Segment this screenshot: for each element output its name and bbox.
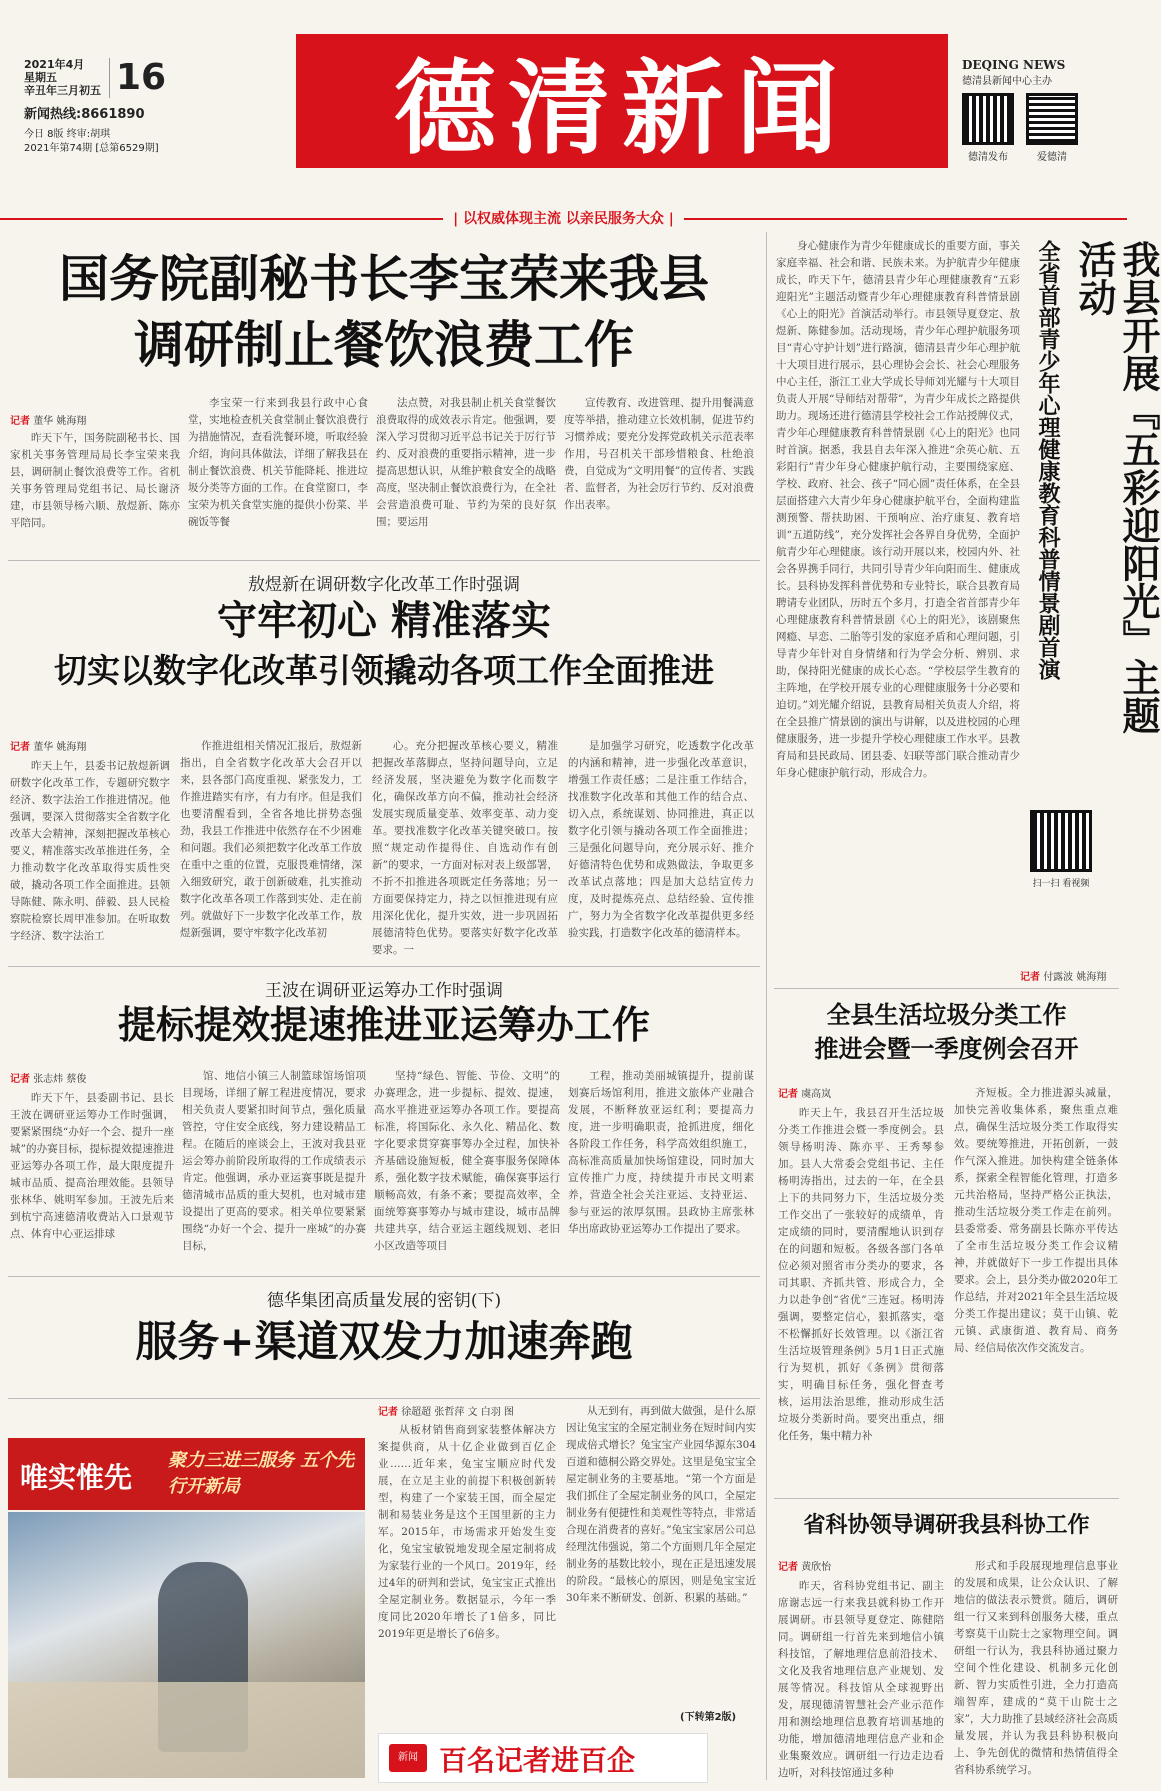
article4-kicker: 德华集团高质量发展的密钥(下) bbox=[266, 1291, 502, 1311]
byline-names: 黄欣怡 bbox=[801, 1562, 832, 1573]
qr-label-1: 德清发布 bbox=[968, 152, 1008, 163]
byline-names: 董华 姚海翔 bbox=[33, 416, 87, 427]
side1-byline bbox=[1020, 968, 1106, 983]
byline-label: 记者 bbox=[1020, 972, 1040, 983]
newspaper-title: 德清新闻 bbox=[296, 34, 948, 168]
divider bbox=[774, 988, 1119, 989]
side2-byline bbox=[778, 1085, 831, 1100]
article4-col1: 从板材销售商到家装整体解决方案提供商，从十亿企业做到百亿企业……近年来，兔宝宝顺应时代发展，在立足主业的前提下积极创新转型，构建了一个家装王国，而全屋定制和易装业务是这个王国里新的主力军。2015年，市场需求开始发生变化，兔宝宝敏锐地发现全屋定制将成为家装行业的一个风口。2019年，经过4年的研判和尝试，兔宝宝正式推出全屋定制业务。数据显示，今年一季度同比2020年增长了1倍多，同比2019年更是增长了6倍多。 bbox=[378, 1424, 556, 1640]
date-block bbox=[24, 58, 174, 98]
side1-qr[interactable] bbox=[1030, 810, 1092, 889]
article4-col2: 从无到有，再到做大做强，是什么原因让兔宝宝的全屋定制业务在短时间内实现成倍式增长？兔宝宝产业园华源东304百道和德桐公路交界处。这里是兔宝宝全屋定制业务的主要基地。“第一个方面是我们抓住了全屋定制业务的风口，全屋定制业务有便捷性和美观性等特点，非常适合现在消费者的喜好。”兔宝宝家居公司总经理沈伟强说，第二个方面则几年全屋定制业务的基数比较小，现在正是迅速发展的阶段。“最核心的原因，则是兔宝宝近30年来不断研发、创新、积累的基础。” bbox=[566, 1405, 756, 1604]
ad-right-text: 聚力三进三服务 五个先行开新局 bbox=[168, 1450, 355, 1497]
qr-label-2: 爱德清 bbox=[1037, 152, 1067, 163]
divider bbox=[8, 1398, 760, 1399]
campaign-banner[interactable] bbox=[378, 1733, 708, 1783]
banner-text: 百名记者进百企 bbox=[439, 1744, 636, 1777]
page-number: 16 bbox=[109, 58, 166, 98]
article1-col2: 李宝荣一行来到我县行政中心食堂，实地检查机关食堂制止餐饮浪费行为措施情况，查看洗餐环境，听取经验介绍，询问具体做法，详细了解我县在制止餐饮浪费、机关节能降耗、推进垃圾分类等方面的工作。在食堂窗口，李宝荣为机关食堂实施的提供小份菜、半碗饭等餐 bbox=[188, 397, 368, 528]
article3-col1: 昨天下午，县委副书记、县长王波在调研亚运筹办工作时强调，要紧紧围绕“办好一个会、提升一座城”的办赛目标，提标提效提速推进亚运筹办各项工作，最大限度提升城市品质、提高治理效能。县领导张林华、姚明军参加。王波先后来到杭宁高速德清收费站入口景观节点、体育中心亚运排球 bbox=[10, 1092, 174, 1240]
hotline: 新闻热线:8661890 bbox=[24, 107, 145, 122]
byline-label: 记者 bbox=[10, 742, 30, 753]
side1-title-sub: 全省首部青少年心理健康教育科普情景剧首演 bbox=[1035, 240, 1061, 680]
slogan bbox=[0, 208, 1127, 228]
article1-col4: 宣传教育、改进管理、提升用餐满意度等举措，推动建立长效机制，促进节约习惯养成；要充分发挥党政机关示范表率作用，号召机关干部珍惜粮食、杜绝浪费，自觉成为“文明用餐”的宣传者、实践者、监督者，为社会厉行节约、反对浪费作出表率。 bbox=[564, 397, 754, 511]
byline-label: 记者 bbox=[778, 1089, 798, 1100]
byline-label: 记者 bbox=[10, 416, 30, 427]
divider bbox=[8, 966, 760, 967]
slogan-text: | 以权威体现主流 以亲民服务大众 | bbox=[443, 211, 684, 227]
qr-code-icon[interactable] bbox=[962, 93, 1014, 145]
article1-title[interactable] bbox=[8, 246, 760, 378]
article2-byline bbox=[10, 738, 86, 753]
article3-byline bbox=[10, 1070, 86, 1085]
side2-col1: 昨天上午，我县召开生活垃圾分类工作推进会暨一季度例会。县领导杨明涛、陈亦平、王秀琴参加。县人大常委会党组书记、主任杨明涛指出，过去的一年，在全县上下的共同努力下，生活垃圾分类工作交出了一张较好的成绩单，肯定成绩的同时，要清醒地认识到存在的问题和短板。各级各部门各单位必须对照省市分类办的要求，各司其职、齐抓共管、形成合力，全力以赴争创“省优”三连冠。杨明涛强调，要整定信心，狠抓落实，毫不松懈抓好长效管理。以《浙江省生活垃圾管理条例》5月1日正式施行为契机，抓好《条例》贯彻落实，明确目标任务，强化督查考核，运用法治思维，推动形成生活垃圾分类新时尚。要突出重点，细化任务，集中精力补 bbox=[778, 1107, 944, 1442]
side3-col1: 昨天，省科协党组书记、副主席谢志远一行来我县就科协工作开展调研。市县领导夏登定、陈健陪同。调研组一行首先来到地信小镇科技馆，了解地理信息前沿技术、文化及我省地理信息产业规划、发展等情况。科技馆从全球视野出发，展现德清智慧社会产业示范作用和测绘地理信息教育培训基地的功能，增加德清地理信息产业和企业集聚效应。调研组一行边走边看边听，对科技馆通过多种 bbox=[778, 1580, 944, 1779]
side2-title-line2: 推进会暨一季度例会召开 bbox=[814, 1034, 1079, 1063]
article2-col4: 是加强学习研究，吃透数字化改革的内涵和精神，进一步强化改革意识，增强工作责任感；二是注重工作结合，找准数字化改革和其他工作的结合点、切入点，系统谋划、协同推进，真正以数字化引领与撬动各项工作全面推进；三是强化问题导向，充分展示好、推介好德清特色优势和成熟做法，争取更多改革试点落地；四是加大总结宣传力度，及时提炼亮点、总结经验、宣传推广，努力为全省数字化改革提供更多经验实践，打造数字化改革的德清样本。 bbox=[568, 740, 754, 939]
byline-names: 付露波 姚海翔 bbox=[1043, 972, 1107, 983]
article2-col3: 心。充分把握改革核心要义，精准把握改革落脚点，坚持问题导向，立足经济发展，坚决避免为数字化而数字化，确保改革方向不偏，推动社会经济发展实现质量变革、效率变革、动力变革。要找准数字化改革关键突破口。按照“规定动作提得住、自选动作有创新”的要求，一方面对标对表上级部署，不折不扣推进各项既定任务落地；另一方面要保持定力，持之以恒推进现有应用深化优化，提升实效，进一步巩固拓展德清特色优势。要落实好数字化改革要求。一 bbox=[372, 740, 558, 956]
side3-byline bbox=[778, 1558, 831, 1573]
article3-title[interactable]: 提标提效提速推进亚运筹办工作 bbox=[117, 1002, 650, 1047]
qr-code-icon[interactable] bbox=[1026, 93, 1078, 145]
side1-body: 身心健康作为青少年健康成长的重要方面，事关家庭幸福、社会和谐、民族未来。为护航青少年健康成长，昨天下午，德清县青少年心理健康教育“五彩迎阳光”主题活动暨青少年心理健康教育科普情景剧《心上的阳光》首演活动举行。市县领导夏登定、敖煜新、陈健参加。活动现场，青少年心理护航服务项目“青心守护计划”进行路演，德清县青少年心理护航十大项目进行展示，县心理协会会长、社会心理服务中心主任，浙江工业大学成长导师刘光耀与十大项目负责人开展“导师结对帮带”，为青少年成长之路提供助力。现场还进行德清县学校社会工作站授牌仪式，青少年心理健康教育科普情景剧《心上的阳光》也同时首演。据悉，我县自去年深入推进“余英心航、五彩阳行”青少年身心健康护航行动，主要围绕家庭、学校、政府、社会、孩子“同心圆”责任体系，在全县层面搭建六大青少年身心健康护航平台，全面构建监测预警、帮扶助困、干预响应、治疗康复、教育培训“五道防线”，充分发挥社会各界自身优势，全面护航青少年心理健康。该行动开展以来，校园内外、社会各界携手同行，共同引导青少年向阳而生、健康成长。县科协发挥科普优势和专业特长，联合县教育局聘请专业团队，历时五个多月，打造全省首部青少年心理健康教育科普情景剧《心上的阳光》，该剧聚焦网瘾、早恋、二胎等引发的家庭矛盾和心理问题，引导青少年针对自身情绪和行为学会分析、辨别、求助，保持阳光健康的成长心态。“学校层学生教育的主阵地，在学校开展专业的心理健康服务十分必要和迫切。”刘光耀介绍说，县教育局相关负责人介绍，将在全县推广情景剧的演出与讲解，以及进校园的心理健康服务，进一步提升学校心理健康工作水平。县教育局和县民政局、团县委、妇联等部门联合推动青少年身心健康护航行动，形成合力。 bbox=[776, 240, 1020, 779]
ad-left-text: 唯实惟先 bbox=[20, 1461, 133, 1494]
article1-byline bbox=[10, 412, 86, 427]
side1-qr-label: 扫一扫 看视频 bbox=[1032, 879, 1090, 889]
byline-names: 张志炜 蔡俊 bbox=[33, 1074, 87, 1085]
article3-col4: 工程，推动美丽城镇提升，提前谋划赛后场馆利用，推进文旅体产业融合发展，不断释放亚运红利；要提高力度，进一步明确职责，抢抓进度，细化各阶段工作任务，科学高效组织施工，高标准高质量加快场馆建设，同时加大宣传推广力度，持续提升市民文明素养，营造全社会关注亚运、支持亚运、参与亚运的浓厚氛围。县政协主席张林华出席政协亚运筹办工作提出了要求。 bbox=[568, 1070, 754, 1235]
byline-label: 记者 bbox=[378, 1407, 398, 1418]
continued-note[interactable]: (下转第2版) bbox=[680, 1712, 737, 1723]
article2-title-line2: 切实以数字化改革引领撬动各项工作全面推进 bbox=[54, 651, 714, 690]
masthead-info bbox=[24, 58, 174, 155]
pages-info: 今日 8版 终审:胡琪 bbox=[24, 129, 111, 140]
side1-title-main[interactable]: 我县开展『五彩迎阳光』主题活动 bbox=[1072, 240, 1161, 734]
divider bbox=[774, 1498, 1119, 1499]
byline-names: 董华 姚海翔 bbox=[33, 742, 87, 753]
publisher-name: 德清县新闻中心主办 bbox=[962, 76, 1052, 87]
article2-title[interactable] bbox=[8, 596, 760, 696]
article1-title-line2: 调研制止餐饮浪费工作 bbox=[134, 315, 634, 374]
article2-col1: 昨天上午，县委书记敖煜新调研数字化改革工作，专题研究数字经济、数字法治工作推进情况。他强调，要深入贯彻落实全省数字化改革大会精神，深刻把握改革核心要义，精准落实改革推进任务，全力推动数字化改革取得实质性突破，撬动各项工作全面推进。县领导陈健、陈永明、薛毅、县人民检察院检察长周甲准参加。在听取数字经济、数字法治工 bbox=[10, 760, 170, 942]
side3-col2: 形式和手段展现地理信息事业的发展和成果，让公众认识、了解地信的做法表示赞赏。随后，调研组一行又来到科创服务大楼，重点考察莫干山院士之家物理空间。调研组一行认为，我县科协通过聚力空间个性化建设、机制多元化创新、智力实质性引进，全力打造高端智库，建成的“莫干山院士之家”，大力助推了县域经济社会高质量发展，并认为我县科协积极向上、争先创优的微情和热情值得全省科协系统学习。 bbox=[954, 1560, 1118, 1776]
column-divider bbox=[766, 232, 767, 1780]
article3-col2: 馆、地信小镇三人制篮球馆场馆项目现场，详细了解工程进度情况，要求相关负责人要紧扣时间节点，强化质量管控，守住安全底线，努力建设精品工程。在随后的座谈会上，王波对我县亚运会筹办前阶段所取得的工作成绩表示肯定。他强调，承办亚运赛事既是提升德清城市品质的重大契机，也对城市建设提出了更高的要求。相关单位要紧紧围绕“办好一个会、提升一座城”的办赛目标， bbox=[182, 1070, 366, 1252]
divider bbox=[8, 1276, 760, 1277]
article2-col2: 作推进组相关情况汇报后，敖煜新指出，自全省数字化改革大会召开以来，县各部门高度重视、紧张发力，工作推进踏实有序，有力有序。但是我们也要清醒看到，全省各地比拼势态强劲，我县工作推进中依然存在不少困难和问题。我们必须把数字化改革工作放在重中之重的位置，克服畏难情绪，深入细致研究，敢于创新破难，扎实推动数字化改革各项工作落到实处、走在前列。就做好下一步数字化改革工作，敖煜新强调，要守牢数字化改革初 bbox=[180, 740, 362, 939]
article3-col3: 坚持“绿色、智能、节俭、文明”的办赛理念，进一步提标、提效、提速，高水平推进亚运筹办各项工作。要提高标准，将国际化、永久化、精品化、数字化要求贯穿赛事筹办全过程，加快补齐基础设施短板，健全赛事服务保障体系，强化数字技术赋能，确保赛事运行顺畅高效，有条不紊；要提高效率，全面统筹赛事筹办与城市建设，城市品牌共建共享，结合亚运主题线规划、老旧小区改造等项目 bbox=[374, 1070, 560, 1252]
divider bbox=[8, 560, 760, 561]
article3-kicker: 王波在调研亚运筹办工作时强调 bbox=[265, 981, 503, 1001]
banner-tag: 新闻 bbox=[389, 1744, 427, 1772]
side2-title-line1: 全县生活垃圾分类工作 bbox=[826, 1000, 1067, 1029]
side2-col2: 齐短板。全力推进源头减量，加快完善收集体系，聚焦重点难点，确保生活垃圾分类工作取得实效。要统筹推进，开拓创新，一鼓作气深入推进。加快构建全链条体系，探索全程智能化管理，打造多元共治格局，坚持严格公正执法，推动生活垃圾分类工作走在前列。县委常委、常务副县长陈亦平传达了全市生活垃圾分类工作会议精神，并就做好下一步工作提出具体要求。会上，县分类办做2020年工作总结，并对2021年全县生活垃圾分类工作提出建议；莫干山镇、乾元镇、武康街道、教育局、商务局、经信局依次作交流发言。 bbox=[954, 1087, 1118, 1354]
side2-title[interactable] bbox=[774, 998, 1119, 1066]
date-year-month: 2021年4月 bbox=[24, 58, 85, 71]
masthead-right bbox=[962, 58, 1122, 163]
ad-banner[interactable] bbox=[8, 1438, 365, 1510]
article1-col3: 法点赞，对我县制止机关食堂餐饮浪费取得的成效表示肯定。他强调，要深入学习贯彻习近平总书记关于厉行节约、反对浪费的重要指示精神，进一步提高思想认识，从维护粮食安全的战略高度，坚决制止餐饮浪费行为，在全社会营造浪费可耻、节约为荣的良好氛围；要运用 bbox=[376, 397, 556, 528]
byline-label: 记者 bbox=[778, 1562, 798, 1573]
factory-photo bbox=[8, 1512, 365, 1778]
article1-title-line1: 国务院副秘书长李宝荣来我县 bbox=[59, 249, 709, 308]
byline-names: 虞高岚 bbox=[801, 1089, 832, 1100]
byline-names: 徐超超 张哲萍 文 白羽 图 bbox=[401, 1407, 514, 1418]
issue-info: 2021年第74期 [总第6529期] bbox=[24, 143, 159, 154]
date-lunar: 辛丑年三月初五 bbox=[24, 84, 101, 97]
date-weekday: 星期五 bbox=[24, 71, 57, 84]
side3-title[interactable]: 省科协领导调研我县科协工作 bbox=[803, 1512, 1090, 1538]
article2-kicker: 敖煜新在调研数字化改革工作时强调 bbox=[248, 575, 520, 595]
article4-byline bbox=[378, 1403, 514, 1418]
article4-title[interactable]: 服务+渠道双发力加速奔跑 bbox=[135, 1317, 633, 1366]
article2-title-line1: 守牢初心 精准落实 bbox=[217, 597, 551, 644]
article1-col1: 昨天下午，国务院副秘书长、国家机关事务管理局局长李宝荣来我县，调研制止餐饮浪费等工作。省机关事务管理局党组书记、局长谢济建，市县领导杨六顺、敖煜新、陈亦平陪同。 bbox=[10, 432, 180, 529]
english-name: DEQING NEWS bbox=[962, 58, 1066, 72]
byline-label: 记者 bbox=[10, 1074, 30, 1085]
workbench bbox=[8, 1682, 365, 1778]
qr-code-icon[interactable] bbox=[1030, 810, 1092, 872]
